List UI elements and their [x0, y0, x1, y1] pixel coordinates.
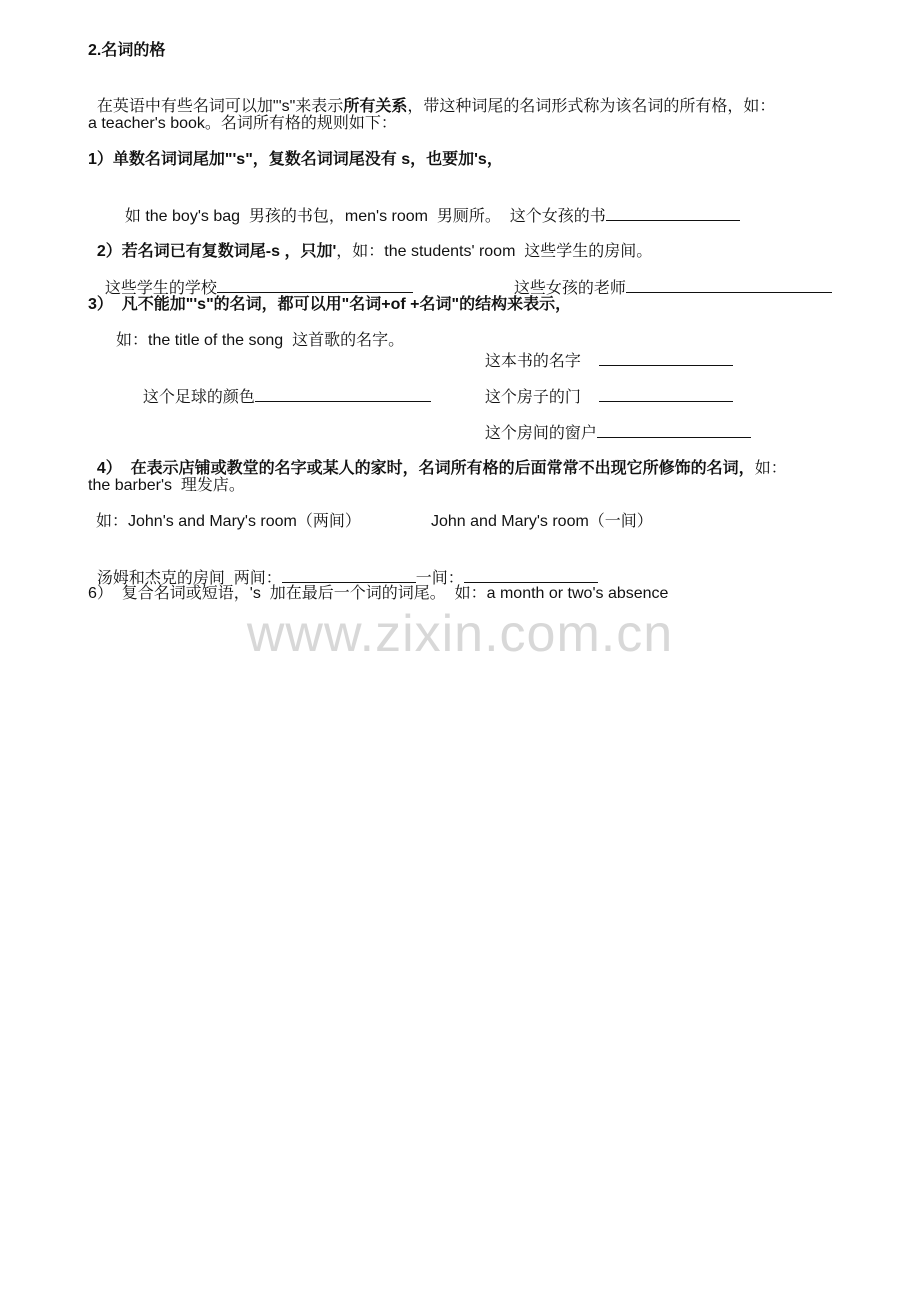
intro-line-2: a teacher's book。名词所有格的规则如下：: [88, 115, 397, 132]
rule4-example: the barber's 理发店。: [88, 477, 245, 494]
rule3-ex4: [476, 403, 751, 444]
intro-paragraph: [88, 77, 775, 117]
rule2-ex1-text: 这些学生的学校: [104, 280, 217, 297]
rule4-ex-c2: 一间：: [415, 570, 464, 587]
answer-blank[interactable]: [282, 568, 416, 583]
answer-blank[interactable]: [606, 206, 740, 221]
answer-blank[interactable]: [464, 568, 598, 583]
answer-blank[interactable]: [599, 387, 733, 402]
rule2-title-bold: 2）若名词已有复数词尾-s ，只加': [96, 243, 337, 260]
rule3-title: 3） 凡不能加"'s"的名词，都可以用"名词+of +名词"的结构来表示，: [88, 296, 572, 313]
rule2-title-rest: ，如：the students' room 这些学生的房间。: [336, 243, 653, 260]
rule3-ex2: [134, 367, 431, 408]
rule1-title: 1）单数名词词尾加"'s"，复数名词词尾没有 s，也要加's，: [88, 151, 503, 168]
answer-blank[interactable]: [597, 423, 751, 438]
rule1-example: [116, 186, 740, 227]
rule3-ex3: [476, 367, 733, 408]
rule3-example: 如：the title of the song 这首歌的名字。: [116, 332, 405, 349]
rule1-example-text: 如 the boy's bag 男孩的书包，men's room 男厕所。 这个女孩的书: [124, 208, 606, 225]
rule4-title: [88, 439, 787, 479]
rule2-ex1: [96, 258, 413, 299]
answer-blank[interactable]: [626, 278, 832, 293]
rule4-ex-c: [88, 548, 598, 589]
intro-text-b: 所有关系: [343, 98, 408, 115]
rule3-ex1-text: 这本书的名字: [484, 353, 581, 370]
rule2-ex2: [505, 258, 832, 299]
rule4-title-bold: 4） 在表示店铺或教堂的名字或某人的家时，名词所有格的后面常常不出现它所修饰的名词，: [96, 460, 755, 477]
rule4-ex-a: 如：John's and Mary's room（两间）: [96, 513, 361, 530]
rule4-title-tail: 如：: [754, 460, 787, 477]
intro-text-c: ，带这种词尾的名词形式称为该名词的所有格，如：: [407, 98, 776, 115]
rule3-ex4-text: 这个房间的窗户: [484, 425, 597, 442]
intro-text-a: 在英语中有些名词可以加"'s"来表示: [96, 98, 344, 115]
rule3-ex2-text: 这个足球的颜色: [142, 389, 255, 406]
rule3-ex3-text: 这个房子的门: [484, 389, 581, 406]
answer-blank[interactable]: [599, 351, 733, 366]
answer-blank[interactable]: [255, 387, 431, 402]
rule2-ex2-text: 这些女孩的老师: [513, 280, 626, 297]
rule3-ex1: [476, 331, 733, 372]
watermark: www.zixin.com.cn: [246, 605, 674, 663]
section-heading: 2.名词的格: [88, 42, 166, 59]
answer-blank[interactable]: [217, 278, 413, 293]
rule6-text: 6） 复合名词或短语，'s 加在最后一个词的词尾。 如：a month or two's absence: [88, 585, 669, 602]
rule4-ex-c1: 汤姆和杰克的房间 两间：: [96, 570, 282, 587]
rule2-title: [88, 222, 652, 262]
rule4-ex-b: John and Mary's room（一间）: [431, 513, 653, 530]
